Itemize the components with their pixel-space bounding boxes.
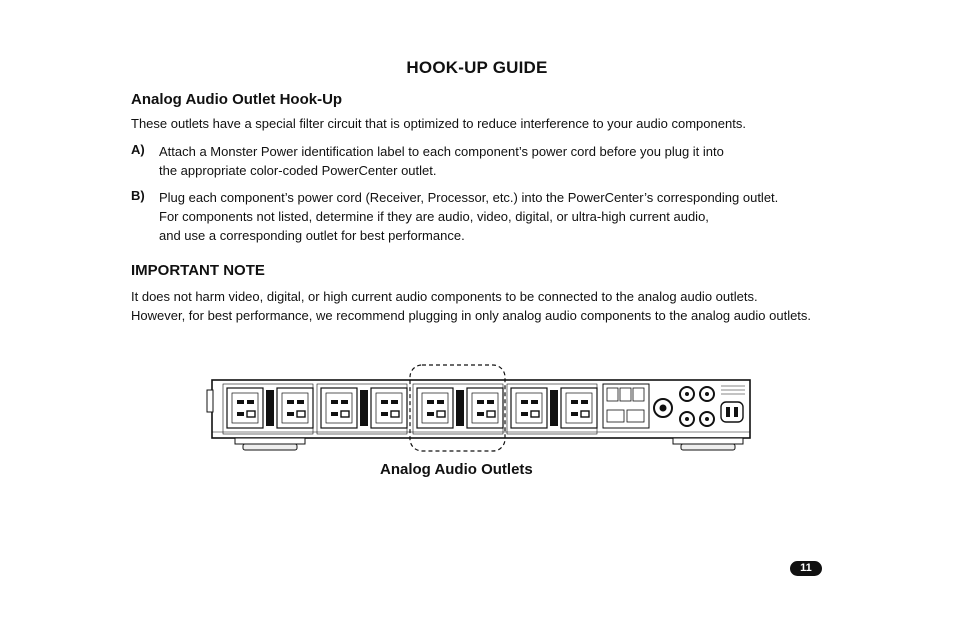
note-heading: IMPORTANT NOTE [131, 262, 265, 279]
powercenter-rear-panel-illustration [205, 362, 753, 458]
step-a-label: A) [131, 142, 145, 157]
step-b-line-2: For components not listed, determine if they are audio, video, digital, or ultra-high current audio, [159, 209, 709, 224]
note-line-1: It does not harm video, digital, or high current audio components to be connected to the analog audio outlets. [131, 289, 758, 304]
note-line-2: However, for best performance, we recommend plugging in only analog audio components to the analog audio outlets. [131, 308, 812, 323]
page-title: HOOK-UP GUIDE [406, 58, 548, 77]
step-b-line-1: Plug each component’s power cord (Receiver, Processor, etc.) into the PowerCenter’s corresponding outlet. [159, 190, 779, 205]
step-b-label: B) [131, 188, 145, 203]
step-b-line-3: and use a corresponding outlet for best performance. [159, 228, 465, 243]
intro-paragraph: These outlets have a special filter circuit that is optimized to reduce interference to your audio components. [131, 116, 746, 131]
section-heading: Analog Audio Outlet Hook-Up [131, 91, 343, 108]
step-a-line-1: Attach a Monster Power identification label to each component’s power cord before you plug it into [159, 144, 724, 159]
figure-caption: Analog Audio Outlets [380, 461, 533, 478]
page-number-badge: 11 [790, 561, 822, 576]
step-a-line-2: the appropriate color-coded PowerCenter outlet. [159, 163, 437, 178]
